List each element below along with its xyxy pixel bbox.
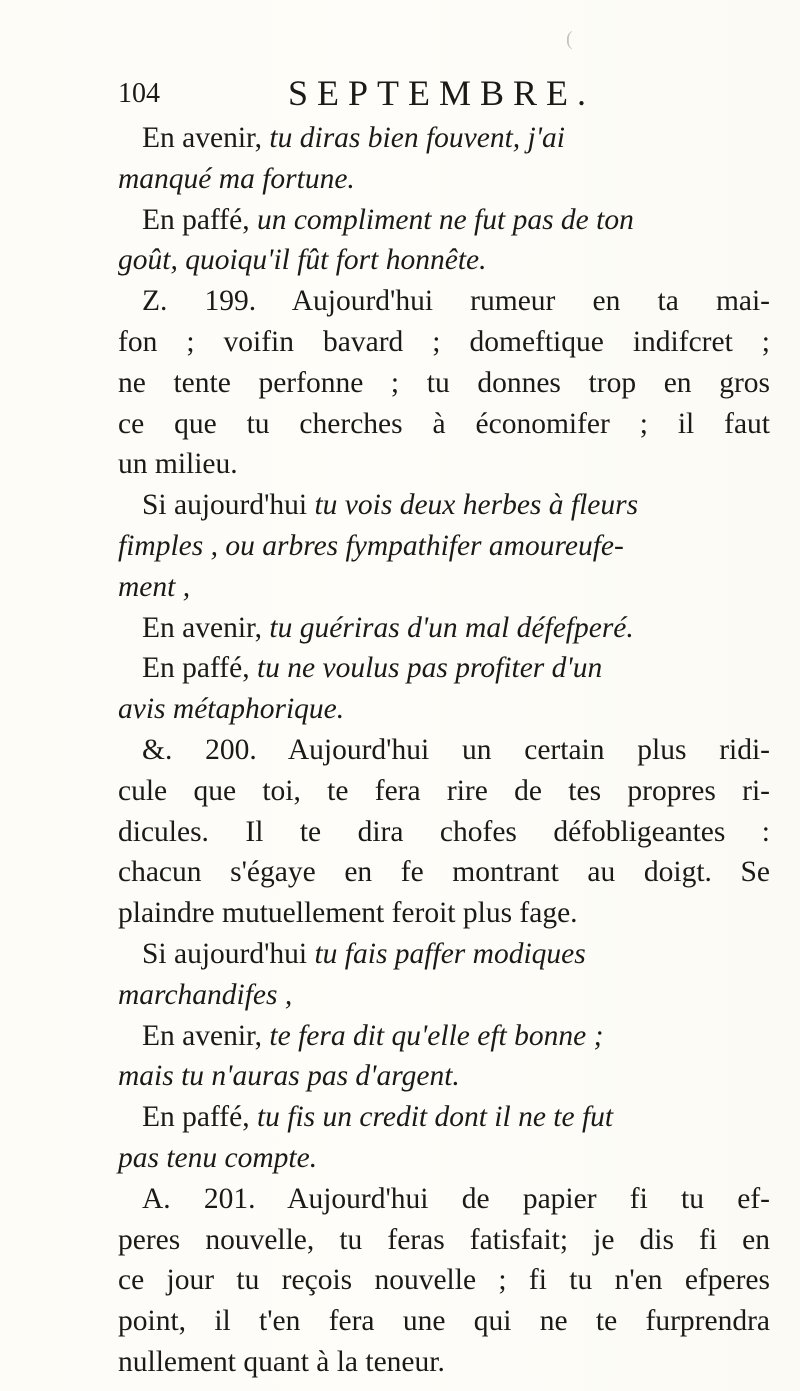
italic-run: tu fais paffer modiques — [314, 937, 586, 970]
text-line: A. 201. Aujourd'hui de papier fi tu ef- — [142, 1182, 770, 1215]
text-line: ce que tu cherches à économifer ; il faut — [118, 407, 770, 440]
text-run: En avenir, — [142, 122, 270, 154]
text-run: En avenir, — [142, 611, 270, 644]
text-line: mais tu n'auras pas d'argent. — [118, 1060, 460, 1093]
text-line: &. 200. Aujourd'hui un certain plus ridi- — [142, 733, 770, 766]
text-line — [118, 1016, 770, 1057]
text-line — [118, 1097, 770, 1138]
text-line: peres nouvelle, tu feras fatisfait; je dis fi en — [118, 1223, 770, 1256]
text-line — [118, 200, 770, 241]
text-line: nullement quant à la teneur. — [118, 1345, 445, 1378]
text-run: En paffé, — [142, 652, 257, 685]
text-line — [118, 648, 770, 689]
text-line: goût, quoiqu'il fût fort honnête. — [118, 244, 487, 277]
italic-run: un compliment ne fut pas de ton — [256, 203, 634, 236]
text-run: En avenir, — [142, 1019, 270, 1052]
text-line: fon ; voifin bavard ; domeftique indifcret ; — [118, 325, 770, 358]
body-text — [118, 118, 770, 1383]
text-line: avis métaphorique. — [118, 693, 345, 726]
text-line: pas tenu compte. — [118, 1141, 318, 1174]
text-line: fimples , ou arbres fympathifer amoureufe- — [118, 529, 624, 562]
text-line — [118, 485, 770, 526]
text-line — [118, 608, 770, 649]
text-line: ne tente perfonne ; tu donnes trop en gros — [118, 366, 770, 399]
page-header — [118, 72, 596, 116]
italic-run: te fera dit qu'elle eft bonne ; — [269, 1019, 604, 1052]
italic-run: tu guériras d'un mal défefperé. — [269, 611, 634, 644]
text-line: ce jour tu reçois nouvelle ; fi tu n'en efperes — [118, 1264, 770, 1297]
italic-run: tu fis un credit dont il ne te fut — [256, 1101, 614, 1134]
text-line: manqué ma fortune. — [118, 162, 355, 195]
italic-run: tu diras bien fouvent, j'ai — [269, 122, 565, 154]
italic-run: tu vois deux herbes à fleurs — [314, 489, 639, 522]
italic-run: tu ne voulus pas profiter d'un — [256, 652, 603, 685]
text-run: En paffé, — [142, 203, 257, 236]
text-line: ment , — [118, 570, 191, 603]
text-line: point, il t'en fera une qui ne te furprendra — [118, 1305, 770, 1338]
text-line: cule que toi, te fera rire de tes propres ri- — [118, 774, 770, 807]
text-run: Si aujourd'hui — [142, 937, 315, 970]
text-run: Si aujourd'hui — [142, 489, 315, 522]
text-run: En paffé, — [142, 1101, 257, 1134]
text-line: Z. 199. Aujourd'hui rumeur en ta mai- — [142, 285, 770, 318]
page-number: 104 — [118, 78, 160, 109]
text-line: un milieu. — [118, 448, 238, 481]
text-line — [118, 934, 770, 975]
text-line: chacun s'égaye en fe montrant au doigt. Se — [118, 856, 770, 889]
stray-mark: ( — [566, 28, 573, 50]
text-line: dicules. Il te dira chofes défobligeantes : — [118, 815, 770, 848]
text-line: marchandifes , — [118, 978, 293, 1011]
text-line: plaindre mutuellement feroit plus fage. — [118, 897, 578, 930]
text-line — [118, 118, 770, 159]
running-head: SEPTEMBRE. — [288, 73, 596, 113]
